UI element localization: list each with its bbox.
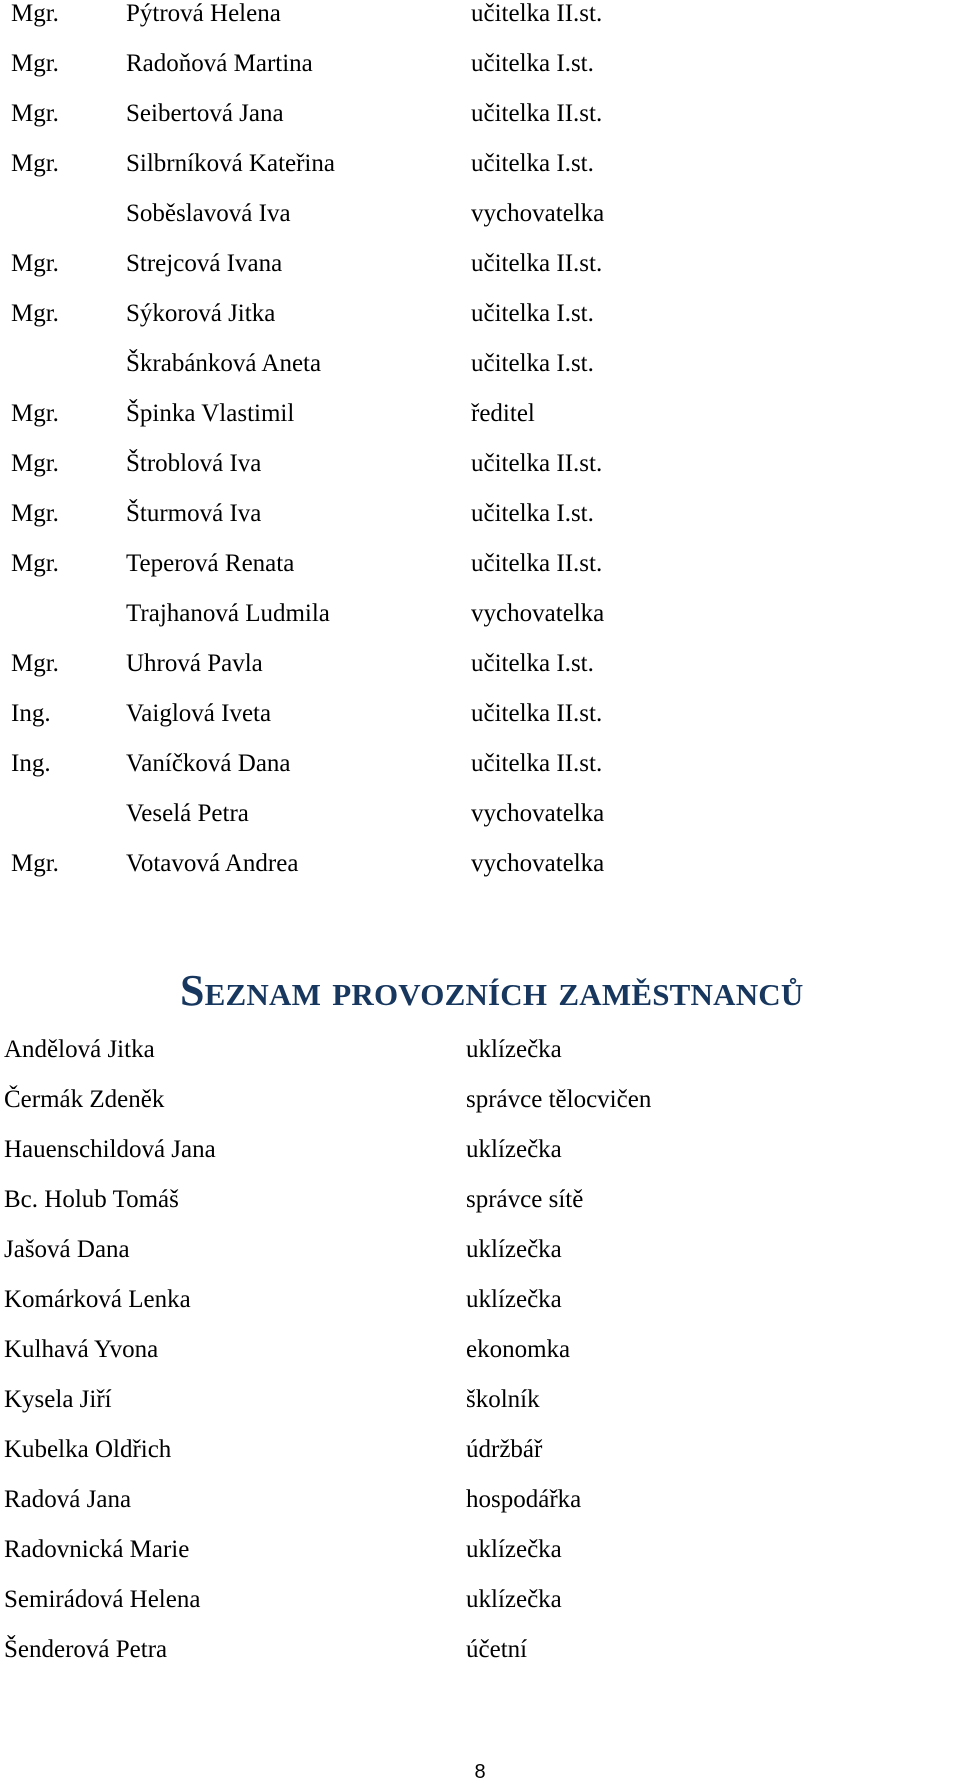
teacher-role: učitelka II.st.: [471, 750, 603, 777]
teacher-row: [0, 239, 960, 289]
teacher-title: Mgr.: [11, 850, 59, 877]
staff-row: [0, 1025, 960, 1075]
teacher-role: vychovatelka: [471, 600, 605, 627]
teacher-row: [0, 389, 960, 439]
teacher-row: [0, 489, 960, 539]
staff-name: Radovnická Marie: [4, 1536, 190, 1563]
teacher-role: vychovatelka: [471, 200, 605, 227]
teacher-row: [0, 289, 960, 339]
teacher-title: Mgr.: [11, 250, 59, 277]
teacher-name: Votavová Andrea: [126, 850, 299, 877]
teacher-row: [0, 689, 960, 739]
staff-row: [0, 1575, 960, 1625]
staff-role: uklízečka: [466, 1136, 562, 1163]
staff-role: uklízečka: [466, 1236, 562, 1263]
teacher-row: [0, 89, 960, 139]
teacher-row: [0, 439, 960, 489]
teacher-row: [0, 639, 960, 689]
teacher-name: Radoňová Martina: [126, 50, 313, 77]
teacher-title: Mgr.: [11, 50, 59, 77]
teacher-name: Škrabánková Aneta: [126, 350, 322, 377]
staff-name: Kubelka Oldřich: [4, 1436, 172, 1463]
teacher-row: [0, 539, 960, 589]
teacher-name: Uhrová Pavla: [126, 650, 263, 677]
staff-name: Andělová Jitka: [4, 1036, 155, 1063]
teacher-role: učitelka II.st.: [471, 100, 603, 127]
teacher-title: Mgr.: [11, 650, 59, 677]
staff-row: [0, 1525, 960, 1575]
teacher-name: Pýtrová Helena: [126, 0, 281, 27]
staff-role: uklízečka: [466, 1586, 562, 1613]
teacher-role: učitelka II.st.: [471, 550, 603, 577]
staff-name: Kysela Jiří: [4, 1386, 112, 1413]
teacher-title: Mgr.: [11, 150, 59, 177]
teacher-row: [0, 139, 960, 189]
staff-role: údržbář: [466, 1436, 543, 1463]
teacher-name: Sýkorová Jitka: [126, 300, 276, 327]
teacher-role: učitelka I.st.: [471, 350, 594, 377]
teacher-title: Mgr.: [11, 500, 59, 527]
teacher-name: Teperová Renata: [126, 550, 295, 577]
teacher-row: [0, 0, 960, 39]
teacher-role: učitelka I.st.: [471, 150, 594, 177]
teacher-role: učitelka II.st.: [471, 250, 603, 277]
staff-row: [0, 1175, 960, 1225]
teacher-role: vychovatelka: [471, 850, 605, 877]
teacher-row: [0, 339, 960, 389]
teacher-role: učitelka II.st.: [471, 700, 603, 727]
staff-row: [0, 1325, 960, 1375]
teacher-title: Mgr.: [11, 100, 59, 127]
teacher-title: Mgr.: [11, 450, 59, 477]
staff-role: správce tělocvičen: [466, 1086, 652, 1113]
staff-row: [0, 1275, 960, 1325]
staff-name: Semirádová Helena: [4, 1586, 201, 1613]
staff-section-heading: Seznam provozních zaměstnanců: [180, 966, 804, 1015]
staff-row: [0, 1225, 960, 1275]
staff-row: [0, 1125, 960, 1175]
page-number: 8: [474, 1761, 486, 1783]
staff-role: školník: [466, 1386, 540, 1413]
teacher-title: Mgr.: [11, 0, 59, 27]
teacher-title: Ing.: [11, 750, 51, 777]
teacher-role: učitelka I.st.: [471, 50, 594, 77]
staff-role: správce sítě: [466, 1186, 584, 1213]
teacher-name: Seibertová Jana: [126, 100, 284, 127]
staff-role: hospodářka: [466, 1486, 582, 1513]
staff-name: Šenderová Petra: [4, 1636, 168, 1663]
teacher-role: učitelka II.st.: [471, 450, 603, 477]
teacher-role: vychovatelka: [471, 800, 605, 827]
teacher-row: [0, 839, 960, 889]
staff-row: [0, 1075, 960, 1125]
staff-role: uklízečka: [466, 1536, 562, 1563]
teacher-title: Mgr.: [11, 400, 59, 427]
teacher-role: učitelka I.st.: [471, 300, 594, 327]
teacher-name: Vaníčková Dana: [126, 750, 291, 777]
staff-role: uklízečka: [466, 1286, 562, 1313]
staff-row: [0, 1375, 960, 1425]
staff-row: [0, 1625, 960, 1675]
teacher-name: Štroblová Iva: [126, 450, 262, 477]
teacher-name: Šturmová Iva: [126, 500, 262, 527]
staff-role: účetní: [466, 1636, 528, 1663]
teacher-title: Mgr.: [11, 300, 59, 327]
staff-name: Hauenschildová Jana: [4, 1136, 216, 1163]
staff-role: ekonomka: [466, 1336, 571, 1363]
staff-row: [0, 1475, 960, 1525]
teacher-role: ředitel: [471, 400, 535, 427]
staff-name: Bc. Holub Tomáš: [4, 1186, 179, 1213]
staff-name: Čermák Zdeněk: [4, 1086, 165, 1113]
teacher-name: Soběslavová Iva: [126, 200, 291, 227]
teacher-name: Špinka Vlastimil: [126, 400, 295, 427]
staff-name: Komárková Lenka: [4, 1286, 191, 1313]
staff-name: Jašová Dana: [4, 1236, 130, 1263]
teacher-name: Veselá Petra: [126, 800, 249, 827]
teacher-role: učitelka II.st.: [471, 0, 603, 27]
teacher-name: Silbrníková Kateřina: [126, 150, 335, 177]
teacher-name: Strejcová Ivana: [126, 250, 283, 277]
teacher-role: učitelka I.st.: [471, 650, 594, 677]
staff-name: Radová Jana: [4, 1486, 132, 1513]
staff-role: uklízečka: [466, 1036, 562, 1063]
staff-row: [0, 1425, 960, 1475]
staff-name: Kulhavá Yvona: [4, 1336, 159, 1363]
teacher-row: [0, 39, 960, 89]
teacher-row: [0, 589, 960, 639]
teacher-row: [0, 739, 960, 789]
teacher-row: [0, 789, 960, 839]
teacher-title: Ing.: [11, 700, 51, 727]
teacher-role: učitelka I.st.: [471, 500, 594, 527]
teacher-row: [0, 189, 960, 239]
teacher-name: Trajhanová Ludmila: [126, 600, 330, 627]
teacher-title: Mgr.: [11, 550, 59, 577]
teacher-name: Vaiglová Iveta: [126, 700, 272, 727]
